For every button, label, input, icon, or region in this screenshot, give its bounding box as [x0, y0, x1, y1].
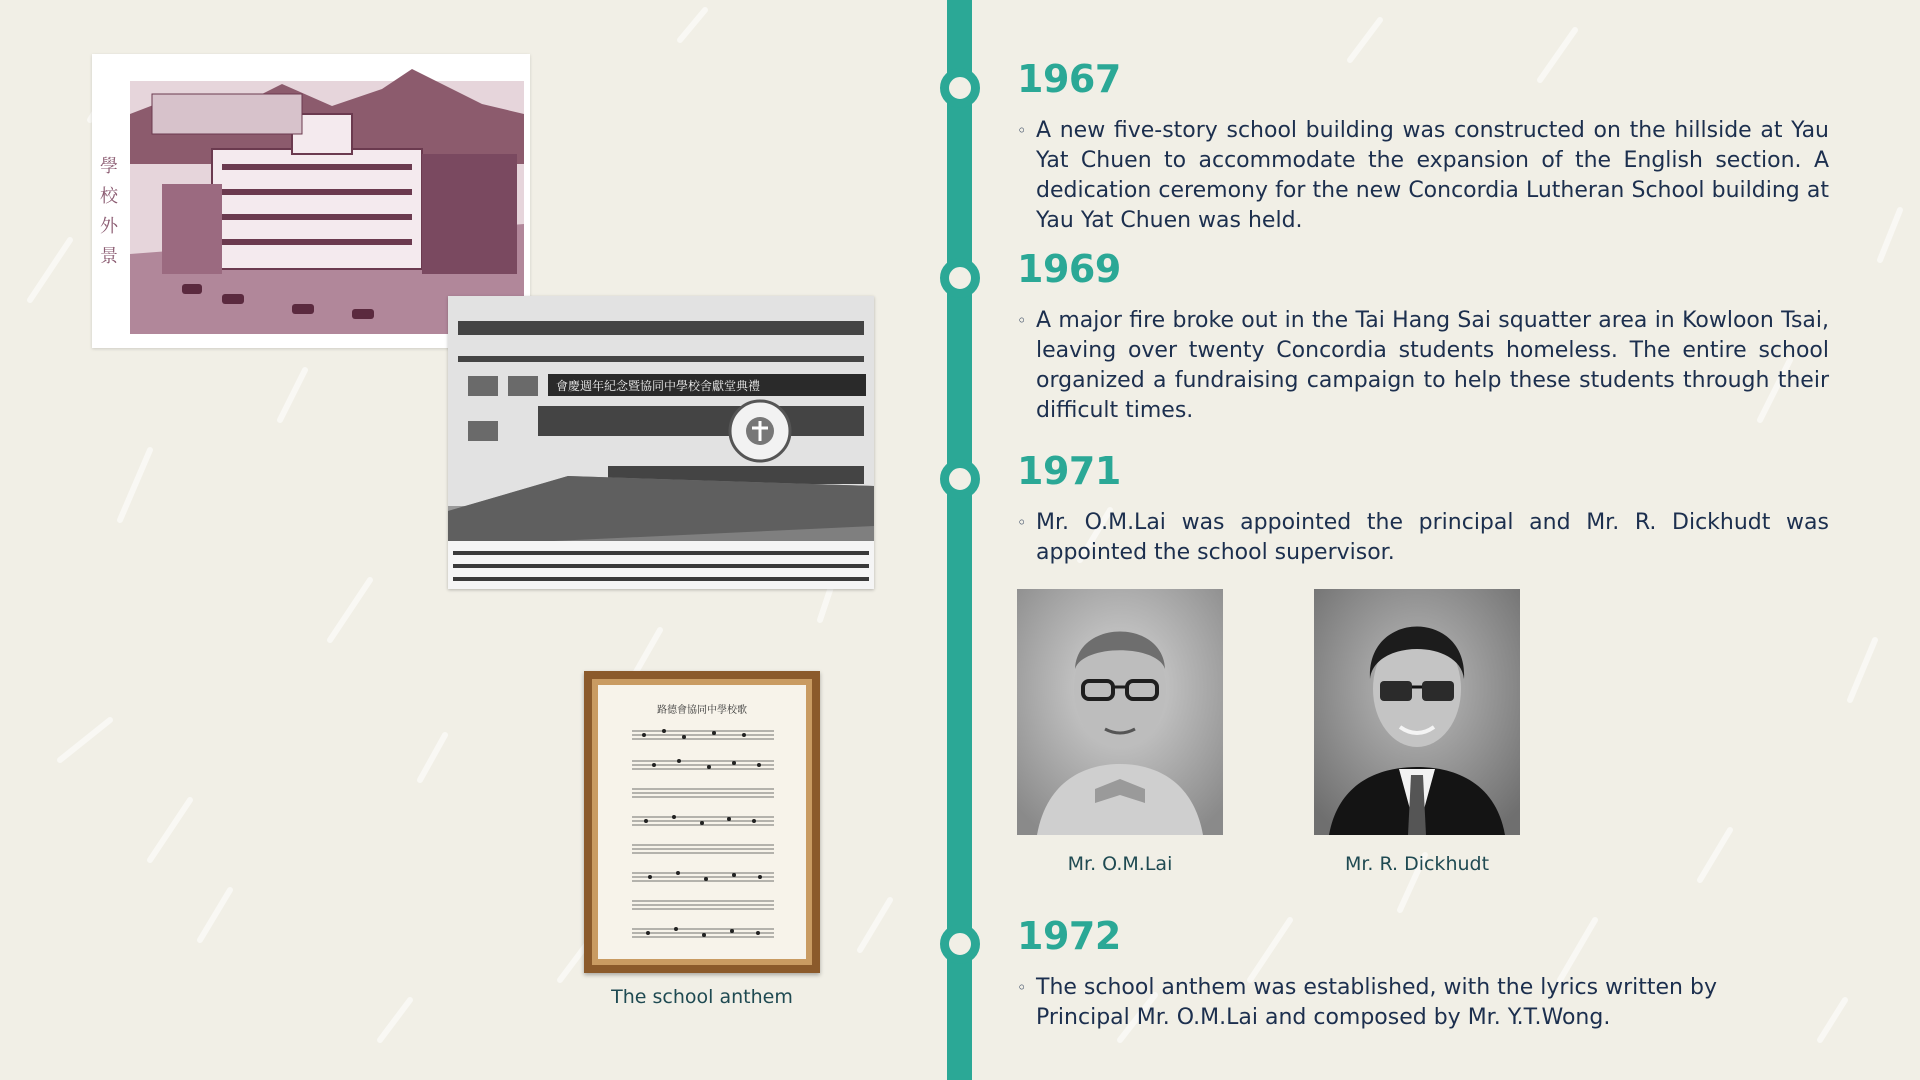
caption-dickhudt: Mr. R. Dickhudt [1344, 853, 1490, 875]
entry-text: A major fire broke out in the Tai Hang Sai squatter area in Kowloon Tsai, leaving over twenty Concordia students homeless. The entire school organized a fundraising campaign to help these students through their difficult times. [1036, 308, 1829, 423]
bullet-icon: ◦ [1017, 978, 1027, 997]
bullet-icon: ◦ [1017, 121, 1027, 140]
timeline-line [947, 0, 972, 1080]
bullet-icon: ◦ [1017, 311, 1027, 330]
timeline-node-1971 [940, 459, 980, 499]
entry-1972 [1017, 973, 1797, 1033]
year-1967: 1967 [1017, 57, 1121, 101]
dedication-ceremony-photo [448, 296, 874, 589]
year-1971: 1971 [1017, 449, 1121, 493]
anthem-sheet-title: 路德會協同中學校歌 [657, 705, 747, 716]
caption-lai: Mr. O.M.Lai [1067, 853, 1173, 875]
timeline-node-1972 [940, 924, 980, 964]
entry-1969 [1017, 306, 1829, 426]
portrait-lai [1017, 589, 1223, 835]
portrait-dickhudt [1314, 589, 1520, 835]
school-anthem-frame [584, 671, 820, 973]
timeline-node-1969 [940, 258, 980, 298]
entry-1967 [1017, 116, 1829, 236]
entry-text: A new five-story school building was constructed on the hillside at Yau Yat Chuen to accommodate the expansion of the English section. A dedication ceremony for the new Concordia Lutheran School building at Yau Yat Chuen was held. [1036, 118, 1829, 233]
anthem-caption: The school anthem [611, 986, 793, 1008]
bullet-icon: ◦ [1017, 513, 1027, 532]
year-1969: 1969 [1017, 247, 1121, 291]
entry-1971 [1017, 508, 1829, 568]
exterior-caption-char: 校 [100, 186, 118, 207]
exterior-caption-char: 景 [100, 246, 118, 267]
entry-text: Mr. O.M.Lai was appointed the principal and Mr. R. Dickhudt was appointed the school supervisor. [1036, 510, 1829, 565]
exterior-caption-char: 外 [100, 216, 118, 237]
ceremony-banner-text: 會慶週年紀念暨協同中學校舍獻堂典禮 [556, 379, 761, 393]
exterior-caption-char: 學 [100, 156, 118, 177]
entry-text: The school anthem was established, with the lyrics written by Principal Mr. O.M.Lai and composed by Mr. Y.T.Wong. [1036, 975, 1717, 1030]
timeline-node-1967 [940, 68, 980, 108]
year-1972: 1972 [1017, 914, 1121, 958]
